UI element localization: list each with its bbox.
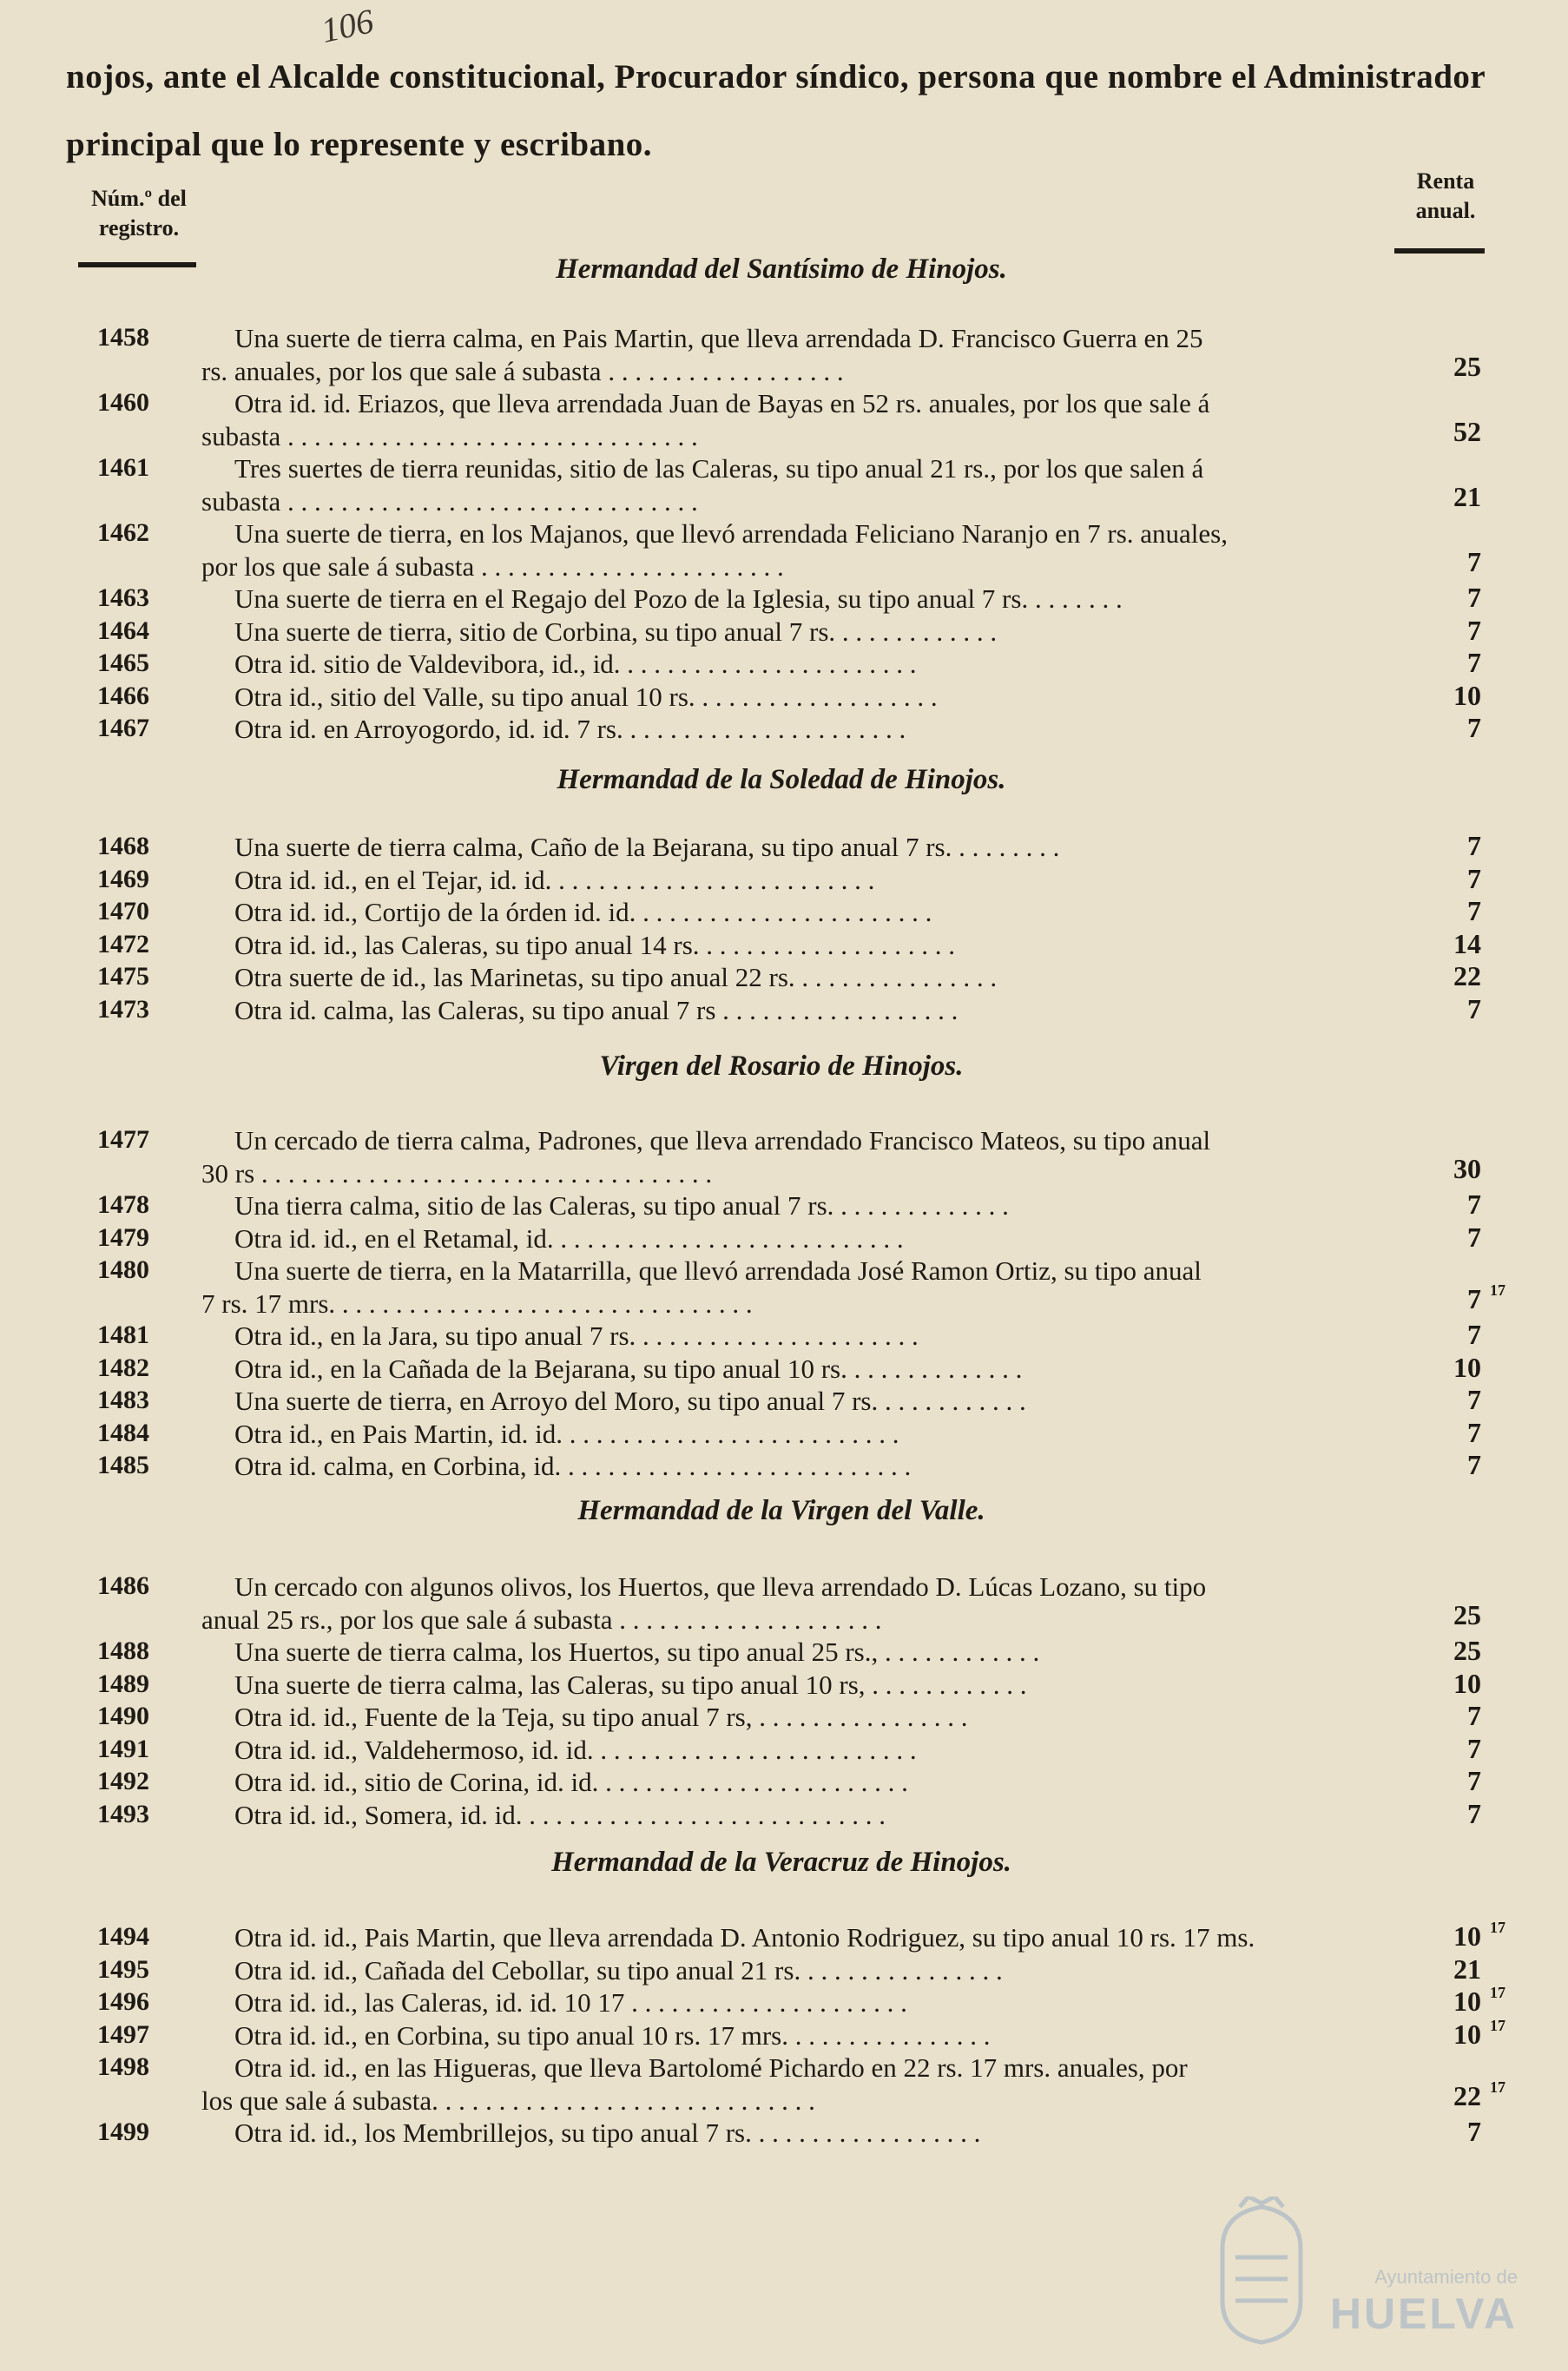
registry-number: 1465 — [97, 649, 149, 677]
header-annual-rent: Renta anual. — [1415, 168, 1476, 223]
annual-rent-amount: 25 — [1453, 1635, 1481, 1666]
annual-rent-amount: 10 — [1453, 2018, 1481, 2050]
watermark-line2: HUELVA — [1329, 2289, 1518, 2338]
annual-rent-amount: 30 — [1453, 1152, 1481, 1184]
registry-number: 1499 — [97, 2117, 149, 2146]
entry-description: Una suerte de tierra calma, en Pais Martin, que lleva arrendada D. Francisco Guerra en 25 — [234, 323, 1203, 353]
registry-number: 1468 — [97, 832, 149, 860]
entry-description: Otra id. id., Pais Martin, que lleva arrendada D. Antonio Rodriguez, su tipo anual 10 rs. 17 ms. — [234, 1922, 1255, 1953]
annual-rent-amount: 7 — [1467, 1282, 1481, 1314]
annual-rent-amount: 10 — [1453, 1667, 1481, 1699]
entry-description: Otra id. id., Valdehermoso, id. id. . . . . . . . . . . . . . . . . . . . . . . . . — [234, 1734, 917, 1765]
city-seal-icon — [1205, 2196, 1318, 2348]
maravedis-fraction: 17 — [1490, 1919, 1505, 1936]
entry-description: Otra id. id., Fuente de la Teja, su tipo anual 7 rs, . . . . . . . . . . . . . . . . — [234, 1702, 968, 1732]
registry-number: 1475 — [97, 962, 149, 991]
annual-rent-amount: 7 — [1467, 1700, 1481, 1731]
intro-paragraph: nojos, ante el Alcalde constitucional, Procurador síndico, persona que nombre el Administrador principal que lo represente y escribano. — [66, 58, 1486, 163]
watermark-line1: Ayuntamiento de — [1374, 2266, 1518, 2288]
entry-description-continued: rs. anuales, por los que sale á subasta . . . . . . . . . . . . . . . . . . — [201, 355, 844, 386]
entry-description: Una suerte de tierra, en la Matarrilla, que llevó arrendada José Ramon Ortiz, su tipo anual — [234, 1255, 1202, 1286]
entry-description: Un cercado de tierra calma, Padrones, que lleva arrendado Francisco Mateos, su tipo anual — [234, 1125, 1211, 1156]
annual-rent-amount: 7 — [1467, 1384, 1481, 1415]
annual-rent-amount: 7 — [1467, 545, 1481, 577]
registry-number: 1490 — [97, 1702, 149, 1730]
registry-number: 1483 — [97, 1386, 149, 1414]
entry-description: Otra id. id., las Caleras, su tipo anual 14 rs. . . . . . . . . . . . . . . . . . . . — [234, 929, 956, 960]
registry-number: 1482 — [97, 1353, 149, 1382]
registry-number: 1460 — [97, 388, 149, 417]
entry-description: Un cercado con algunos olivos, los Huertos, que lleva arrendado D. Lúcas Lozano, su tipo — [234, 1571, 1207, 1602]
registry-number: 1497 — [97, 2019, 149, 2049]
annual-rent-amount: 7 — [1467, 830, 1481, 861]
annual-rent-amount: 22 — [1453, 960, 1481, 991]
entry-description-continued: anual 25 rs., por los que sale á subasta . . . . . . . . . . . . . . . . . . . . — [201, 1604, 882, 1635]
entry-description: Una suerte de tierra calma, Caño de la Bejarana, su tipo anual 7 rs. . . . . . . . . — [234, 832, 1060, 862]
entry-description-continued: 30 rs . . . . . . . . . . . . . . . . . . . . . . . . . . . . . . . . . . — [201, 1157, 713, 1189]
annual-rent-amount: 7 — [1467, 1189, 1481, 1220]
annual-rent-amount: 7 — [1467, 647, 1481, 678]
registry-number: 1492 — [97, 1767, 149, 1795]
registry-number: 1498 — [97, 2052, 149, 2081]
annual-rent-amount: 10 — [1453, 1986, 1481, 2017]
registry-number: 1479 — [97, 1222, 149, 1252]
registry-number: 1461 — [97, 453, 149, 482]
registry-number: 1481 — [97, 1321, 149, 1349]
annual-rent-amount: 7 — [1467, 895, 1481, 926]
annual-rent-amount: 10 — [1453, 1351, 1481, 1383]
annual-rent-amount: 7 — [1467, 1732, 1481, 1764]
entry-description: Una suerte de tierra calma, los Huertos, su tipo anual 25 rs., . . . . . . . . . . . . — [234, 1637, 1040, 1667]
section-title: Hermandad del Santísimo de Hinojos. — [556, 254, 1007, 285]
entry-description: Otra id. en Arroyogordo, id. id. 7 rs. . . . . . . . . . . . . . . . . . . . . . — [234, 714, 906, 744]
registry-number: 1485 — [97, 1451, 149, 1479]
annual-rent-amount: 7 — [1467, 582, 1481, 613]
registry-number: 1486 — [97, 1571, 149, 1600]
entry-description: Otra id. id., Cortijo de la órden id. id. . . . . . . . . . . . . . . . . . . . . . . — [234, 897, 932, 927]
annual-rent-amount: 7 — [1467, 992, 1481, 1024]
entry-description: Tres suertes de tierra reunidas, sitio de las Caleras, su tipo anual 21 rs., por los que salen á — [234, 453, 1204, 484]
entry-description: Otra id. calma, las Caleras, su tipo anual 7 rs . . . . . . . . . . . . . . . . . . — [234, 994, 959, 1025]
entry-description: Otra id. id. Eriazos, que lleva arrendada Juan de Bayas en 52 rs. anuales, por los que sale á — [234, 388, 1210, 418]
entry-description: Otra id. id., en las Higueras, que lleva Bartolomé Pichardo en 22 rs. 17 mrs. anuales, por — [234, 2052, 1188, 2083]
annual-rent-amount: 7 — [1467, 1221, 1481, 1253]
entry-description: Otra id., en la Jara, su tipo anual 7 rs. . . . . . . . . . . . . . . . . . . . . . — [234, 1321, 919, 1351]
entry-description: Otra id., sitio del Valle, su tipo anual 10 rs. . . . . . . . . . . . . . . . . . . — [234, 681, 938, 712]
entry-description: Una suerte de tierra, en los Majanos, que llevó arrendada Feliciano Naranjo en 7 rs. anuales, — [234, 518, 1228, 549]
registry-number: 1469 — [97, 864, 149, 893]
watermark — [1205, 2196, 1518, 2353]
annual-rent-amount: 25 — [1453, 1598, 1481, 1630]
annual-rent-amount: 7 — [1467, 1797, 1481, 1829]
header-registry-number: Núm.º del registro. — [91, 186, 187, 240]
maravedis-fraction: 17 — [1490, 2078, 1505, 2096]
annual-rent-amount: 14 — [1453, 927, 1481, 959]
folio-number: 106 — [317, 1, 378, 50]
registry-number: 1473 — [97, 994, 149, 1024]
section-title: Hermandad de la Virgen del Valle. — [577, 1495, 985, 1526]
entry-description: Otra id. id., Cañada del Cebollar, su tipo anual 21 rs. . . . . . . . . . . . . . . . — [234, 1954, 1003, 1986]
annual-rent-amount: 52 — [1453, 415, 1481, 447]
entry-description: Otra id., en Pais Martin, id. id. . . . . . . . . . . . . . . . . . . . . . . . . . — [234, 1418, 899, 1449]
entry-description: Otra id. id., en el Tejar, id. id. . . . . . . . . . . . . . . . . . . . . . . . . — [234, 864, 875, 895]
registry-number: 1462 — [97, 518, 149, 547]
entry-description: Una suerte de tierra, sitio de Corbina, su tipo anual 7 rs. . . . . . . . . . . . . — [234, 616, 998, 647]
entry-description: Otra id. id., las Caleras, id. id. 10 17 . . . . . . . . . . . . . . . . . . . . . — [234, 1987, 907, 2018]
annual-rent-amount: 7 — [1467, 862, 1481, 894]
entry-description: Otra id. calma, en Corbina, id. . . . . . . . . . . . . . . . . . . . . . . . . . . — [234, 1451, 912, 1481]
registry-number: 1458 — [97, 323, 149, 352]
annual-rent-amount: 25 — [1453, 350, 1481, 382]
registry-number: 1489 — [97, 1669, 149, 1698]
entry-description: Otra suerte de id., las Marinetas, su tipo anual 22 rs. . . . . . . . . . . . . . . . — [234, 962, 998, 992]
annual-rent-amount: 21 — [1453, 480, 1481, 512]
annual-rent-amount: 7 — [1467, 712, 1481, 743]
annual-rent-amount: 7 — [1467, 614, 1481, 646]
registry-number: 1488 — [97, 1637, 149, 1665]
annual-rent-amount: 21 — [1453, 1953, 1481, 1985]
entry-description: Otra id. sitio de Valdevibora, id., id. . . . . . . . . . . . . . . . . . . . . . . — [234, 649, 917, 679]
registry-number: 1480 — [97, 1255, 149, 1284]
annual-rent-amount: 7 — [1467, 1416, 1481, 1448]
section-title: Hermandad de la Veracruz de Hinojos. — [551, 1847, 1011, 1878]
entry-description: Otra id. id., en el Retamal, id. . . . . . . . . . . . . . . . . . . . . . . . . . . — [234, 1222, 904, 1254]
entry-description-continued: por los que sale á subasta . . . . . . . . . . . . . . . . . . . . . . . — [201, 550, 784, 582]
annual-rent-amount: 7 — [1467, 2116, 1481, 2147]
entry-description-continued: 7 rs. 17 mrs. . . . . . . . . . . . . . . . . . . . . . . . . . . . . . . . — [201, 1288, 753, 1319]
registry-number: 1495 — [97, 1954, 149, 1984]
entry-description: Otra id. id., Somera, id. id. . . . . . . . . . . . . . . . . . . . . . . . . . . . — [234, 1799, 886, 1830]
section-title: Virgen del Rosario de Hinojos. — [599, 1050, 964, 1082]
annual-rent-amount: 22 — [1453, 2079, 1481, 2111]
registry-number: 1466 — [97, 681, 149, 710]
entry-description: Otra id. id., sitio de Corina, id. id. . . . . . . . . . . . . . . . . . . . . . . . — [234, 1767, 908, 1797]
entry-description: Una suerte de tierra, en Arroyo del Moro, su tipo anual 7 rs. . . . . . . . . . . . — [234, 1386, 1026, 1416]
maravedis-fraction: 17 — [1490, 1984, 1505, 2001]
registry-number: 1464 — [97, 616, 149, 645]
registry-number: 1467 — [97, 714, 149, 742]
annual-rent-amount: 7 — [1467, 1449, 1481, 1480]
section-title: Hermandad de la Soledad de Hinojos. — [557, 764, 1006, 795]
entry-description-continued: subasta . . . . . . . . . . . . . . . . . . . . . . . . . . . . . . . — [201, 485, 698, 517]
annual-rent-amount: 7 — [1467, 1765, 1481, 1796]
entry-description-continued: subasta . . . . . . . . . . . . . . . . . . . . . . . . . . . . . . . — [201, 420, 698, 451]
registry-number: 1470 — [97, 897, 149, 925]
registry-number: 1463 — [97, 583, 149, 612]
entry-description-continued: los que sale á subasta. . . . . . . . . . . . . . . . . . . . . . . . . . . . . — [201, 2085, 815, 2116]
maravedis-fraction: 17 — [1490, 1281, 1505, 1299]
registry-number: 1478 — [97, 1190, 149, 1219]
annual-rent-amount: 10 — [1453, 679, 1481, 711]
header-rule-right — [1394, 248, 1485, 254]
maravedis-fraction: 17 — [1490, 2016, 1505, 2034]
entry-description: Una suerte de tierra calma, las Caleras, su tipo anual 10 rs, . . . . . . . . . . . . — [234, 1669, 1027, 1700]
entry-description: Otra id., en la Cañada de la Bejarana, su tipo anual 10 rs. . . . . . . . . . . . . . — [234, 1353, 1023, 1384]
entry-description: Una tierra calma, sitio de las Caleras, su tipo anual 7 rs. . . . . . . . . . . . . . — [234, 1190, 1009, 1221]
annual-rent-amount: 10 — [1453, 1920, 1481, 1952]
registry-number: 1477 — [97, 1125, 149, 1154]
registry-number: 1496 — [97, 1987, 149, 2016]
registry-number: 1491 — [97, 1734, 149, 1763]
registry-number: 1472 — [97, 929, 149, 958]
registry-number: 1494 — [97, 1922, 149, 1951]
entry-description: Una suerte de tierra en el Regajo del Pozo de la Iglesia, su tipo anual 7 rs. . . . . . . . — [234, 583, 1123, 614]
registry-number: 1484 — [97, 1418, 149, 1447]
entry-description: Otra id. id., los Membrillejos, su tipo anual 7 rs. . . . . . . . . . . . . . . . . . — [234, 2117, 981, 2148]
registry-number: 1493 — [97, 1799, 149, 1828]
entry-description: Otra id. id., en Corbina, su tipo anual 10 rs. 17 mrs. . . . . . . . . . . . . . . . — [234, 2019, 991, 2051]
annual-rent-amount: 7 — [1467, 1319, 1481, 1350]
